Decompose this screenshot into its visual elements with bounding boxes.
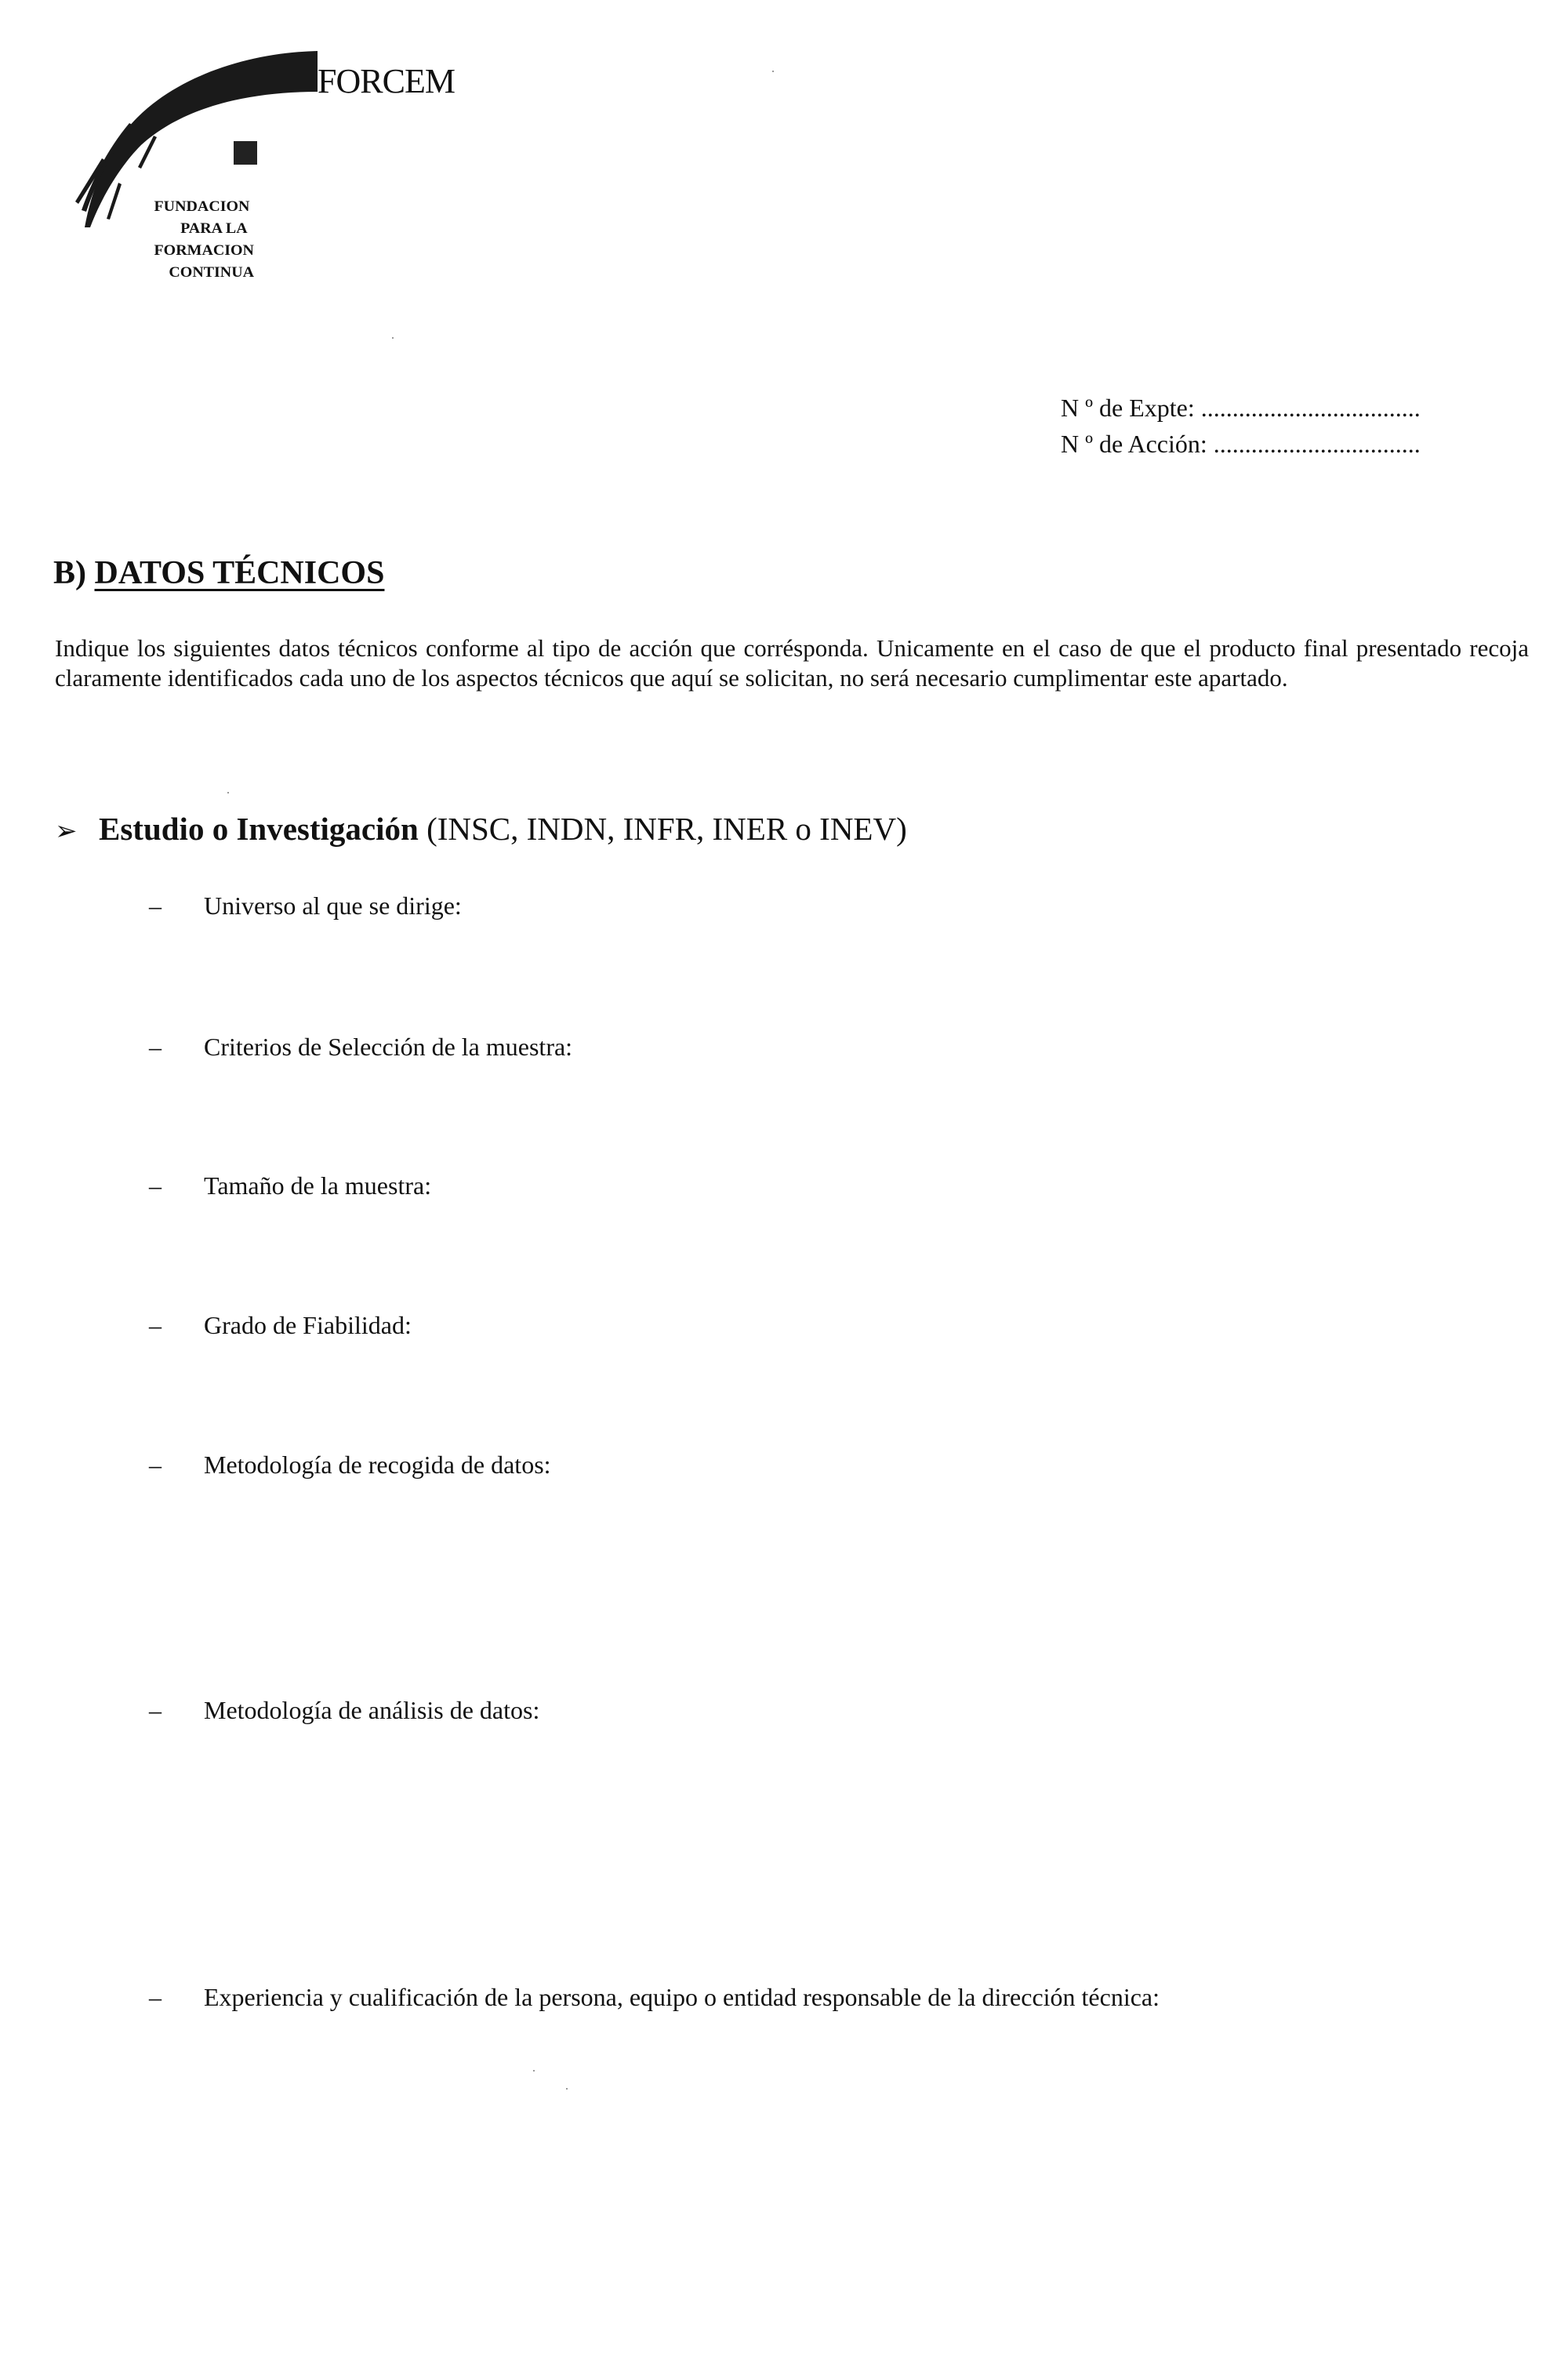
logo-subtitle-line: CONTINUA xyxy=(169,264,255,281)
list-item-label: Tamaño de la muestra: xyxy=(204,1171,432,1200)
list-item-metodologia-recogida xyxy=(149,1451,551,1480)
section-title-text: DATOS TÉCNICOS xyxy=(94,555,385,591)
list-item-experiencia xyxy=(149,1983,1160,2012)
dash-bullet: – xyxy=(149,1983,162,2011)
subsection-heading xyxy=(55,810,907,848)
list-item-label: Criterios de Selección de la muestra: xyxy=(204,1033,573,1061)
logo-brand-text: FORCEM xyxy=(318,62,455,100)
scan-speck xyxy=(772,71,774,72)
list-item-universo xyxy=(149,891,462,921)
expte-label: N º de Expte: xyxy=(1061,394,1195,422)
scan-speck xyxy=(392,337,394,339)
logo-subtitle-line: FUNDACION xyxy=(154,198,250,215)
dash-bullet: – xyxy=(149,1451,162,1479)
expte-row xyxy=(1061,390,1421,426)
scan-speck xyxy=(227,792,229,793)
dash-bullet: – xyxy=(149,1033,162,1061)
list-item-label: Experiencia y cualificación de la persona, equipo o entidad responsable de la dirección técnica: xyxy=(204,1983,1160,2011)
expediente-block xyxy=(1061,390,1421,462)
accion-row xyxy=(1061,426,1421,462)
list-item-label: Metodología de análisis de datos: xyxy=(204,1696,540,1724)
expte-field: ................................... xyxy=(1200,394,1421,422)
logo-subtitle xyxy=(39,196,385,284)
dash-bullet: – xyxy=(149,1311,162,1339)
list-item-tamano xyxy=(149,1171,431,1200)
list-item-grado xyxy=(149,1311,412,1340)
scan-speck xyxy=(566,2088,568,2090)
subsection-title-codes: (INSC, INDN, INFR, INER o INEV) xyxy=(418,811,907,847)
logo-subtitle-line: PARA LA xyxy=(180,220,248,237)
forcem-logo xyxy=(47,43,470,302)
accion-field: ................................. xyxy=(1213,430,1421,458)
subsection-title-bold: Estudio o Investigación xyxy=(99,811,419,847)
logo-square-mark xyxy=(234,141,257,165)
scan-speck xyxy=(533,2070,535,2072)
list-item-metodologia-analisis xyxy=(149,1696,539,1725)
dash-bullet: – xyxy=(149,891,162,920)
dash-bullet: – xyxy=(149,1696,162,1724)
intro-paragraph: Indique los siguientes datos técnicos conforme al tipo de acción que corrésponda. Unicamente en el caso de que el producto final presentado recoja claramente identificados cada uno de los aspectos técnicos que aquí se solicitan, no será necesario cumplimentar este apartado. xyxy=(55,634,1529,692)
list-item-label: Metodología de recogida de datos: xyxy=(204,1451,551,1479)
logo-subtitle-line: FORMACION xyxy=(154,242,254,259)
section-letter: B) xyxy=(53,555,86,591)
accion-label: N º de Acción: xyxy=(1061,430,1207,458)
list-item-label: Universo al que se dirige: xyxy=(204,891,462,920)
arrow-bullet-icon: ➢ xyxy=(55,817,78,846)
list-item-criterios xyxy=(149,1033,572,1062)
section-title xyxy=(53,554,384,592)
list-item-label: Grado de Fiabilidad: xyxy=(204,1311,412,1339)
dash-bullet: – xyxy=(149,1171,162,1200)
